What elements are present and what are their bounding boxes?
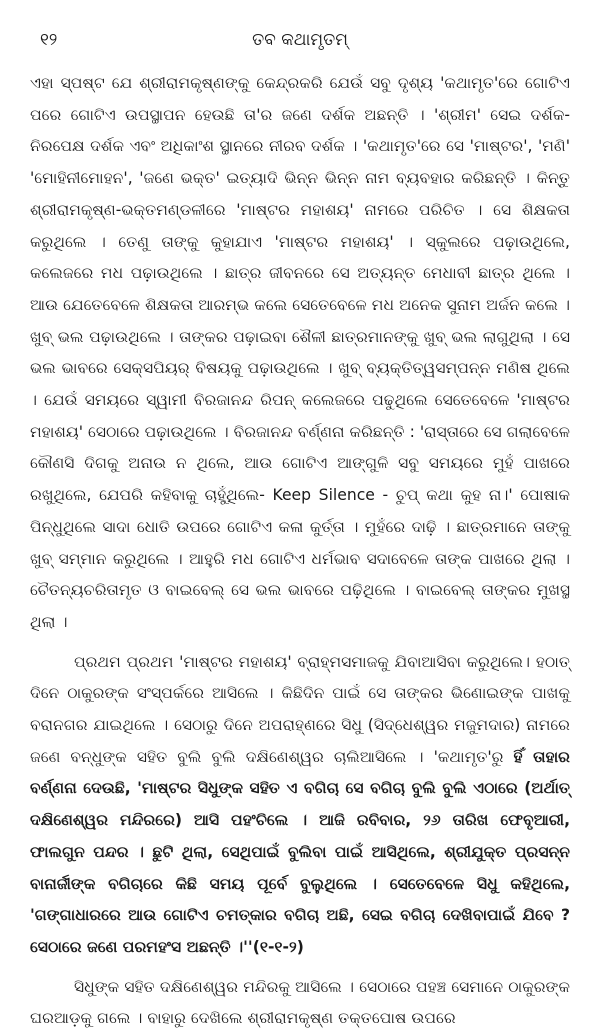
- page-header: [30, 22, 570, 56]
- paragraph-3: ସିଧୁଙ୍କ ସହିତ ଦକ୍ଷିଣେଶ୍ୱର ମନ୍ଦିରକୁ ଆସିଲେ । ସେଠାରେ ପହଞ୍ଚ ସେମାନେ ଠାକୁରଙ୍କ ଘରଆଡ଼କୁ ଗଲେ । ବାହାରୁ ଦେଖିଲେ ଶ୍ରୀରାମକୃଷ୍ଣ ତକ୍ତପୋଷ ଉପରେ: [30, 977, 570, 1028]
- paragraph-1: ଏହା ସ୍ପଷ୍ଟ ଯେ ଶ୍ରୀରାମକୃଷ୍ଣଙ୍କୁ କେନ୍ଦ୍ରକରି ଯେଉଁ ସବୁ ଦୃଶ୍ୟ 'କଥାମୃତ'ରେ ଗୋଟିଏ ପରେ ଗୋଟିଏ ଉପସ୍ଥାପନ ହେଉଛି ତା'ର ଜଣେ ଦର୍ଶକ ଅଛନ୍ତି । 'ଶ୍ରୀମ' ସେଇ ଦର୍ଶକ- ନିରପେକ୍ଷ ଦର୍ଶକ ଏବଂ ଅଧିକାଂଶ ସ୍ଥାନରେ ନୀରବ ଦର୍ଶକ । 'କଥାମୃତ'ରେ ସେ 'ମାଷ୍ଟର', 'ମଣି' 'ମୋହିନୀମୋହନ', 'ଜଣେ ଭକ୍ତ' ଇତ୍ୟାଦି ଭିନ୍ନ ଭିନ୍ନ ନାମ ବ୍ୟବହାର କରିଛନ୍ତି । କିନ୍ତୁ ଶ୍ରୀରାମକୃଷ୍ଣ-ଭକ୍ତମଣ୍ଡଳୀରେ 'ମାଷ୍ଟର ମହାଶୟ' ନାମରେ ପରିଚିତ । ସେ ଶିକ୍ଷକତା କରୁଥିଲେ । ତେଣୁ ତାଙ୍କୁ କୁହାଯାଏ 'ମାଷ୍ଟର ମହାଶୟ' । ସ୍କୁଲରେ ପଢ଼ାଉଥିଲେ, କଲେଜରେ ମଧ ପଢ଼ାଉଥିଲେ । ଛାତ୍ର ଜୀବନରେ ସେ ଅତ୍ୟନ୍ତ ମେଧାବୀ ଛାତ୍ର ଥିଲେ । ଆଉ ଯେତେବେଳେ ଶିକ୍ଷକତା ଆରମ୍ଭ କଲେ ସେତେବେଳେ ମଧ ଅନେକ ସୁନାମ ଅର୍ଜନ କଲେ । ଖୁବ୍ ଭଲ ପଢ଼ାଉଥିଲେ । ତାଙ୍କର ପଢ଼ାଇବା ଶୈଳୀ ଛାତ୍ରମାନଙ୍କୁ ଖୁବ୍ ଭଲ ଲାଗୁଥିଲା । ସେ ଭଲ ଭାବରେ ସେକ୍ସପିୟର୍ ବିଷୟକୁ ପଢ଼ାଉଥିଲେ । ଖୁବ୍ ବ୍ୟକ୍ତିତ୍ୱସମ୍ପନ୍ନ ମଣିଷ ଥିଲେ । ଯେଉଁ ସମୟରେ ସ୍ୱାମୀ ବିରଜାନନ୍ଦ ରିପନ୍ କଲେଜରେ ପଢୁଥିଲେ ସେତେବେଳେ 'ମାଷ୍ଟର ମହାଶୟ' ସେଠାରେ ପଢ଼ାଉଥିଲେ । ବିରଜାନନ୍ଦ ବର୍ଣ୍ଣନା କରିଛନ୍ତି : 'ରାସ୍ତାରେ ସେ ଗଲାବେଳେ କୌଣସି ଦିଗକୁ ଅନାଉ ନ ଥିଲେ, ଆଉ ଗୋଟିଏ ଆଙ୍ଗୁଳି ସବୁ ସମୟରେ ମୁହଁ ପାଖରେ ରଖୁଥିଲେ, ଯେପରି କହିବାକୁ ଚାହୁଁଥିଲେ- Keep Silence - ଚୁପ୍ କଥା କୁହ ନା।' ପୋଷାକ ପିନ୍ଧୁଥିଲେ ସାଦା ଧୋତି ଉପରେ ଗୋଟିଏ କଳା କୁର୍ତ୍ତା । ମୁହଁରେ ଦାଢ଼ି । ଛାତ୍ରମାନେ ତାଙ୍କୁ ଖୁବ୍ ସମ୍ମାନ କରୁଥିଲେ । ଆହୁରି ମଧ ଗୋଟିଏ ଧର୍ମଭାବ ସଦାବେଳେ ତାଙ୍କ ପାଖରେ ଥିଲା । ଚୈତନ୍ୟଚରିତାମୃତ ଓ ବାଇବେଲ୍ ସେ ଭଲ ଭାବରେ ପଢ଼ିଥିଲେ । ବାଇବେଲ୍ ତାଙ୍କର ମୁଖସ୍ଥ ଥିଲା ।: [30, 74, 570, 631]
- paragraph-2-quote: ହିଁ ତାହାର ବର୍ଣ୍ଣନା ଦେଉଛି, 'ମାଷ୍ଟର ସିଧୁଙ୍କ ସହିତ ଏ ବଗିଚା ସେ ବଗିଚା ବୁଲି ବୁଲି ଏଠାରେ (ଅର୍ଥାତ୍ ଦକ୍ଷିଣେଶ୍ୱର ମନ୍ଦିରରେ) ଆସି ପହଂଚିଲେ । ଆଜି ରବିବାର, ୨୬ ତାରିଖ ଫେବୃଆରୀ, ଫାଲଗୁନ ପନ୍ଦର । ଛୁଟି ଥିଲା, ସେଥିପାଇଁ ବୁଲିବା ପାଇଁ ଆସିଥିଲେ, ଶ୍ରୀଯୁକ୍ତ ପ୍ରସନ୍ନ ବାନାର୍ଜୀଙ୍କ ବଗିଚାରେ କିଛି ସମୟ ପୂର୍ବେ ବୁଲୁଥିଲେ । ସେତେବେଳେ ସିଧୁ କହିଥିଲେ, 'ଗଙ୍ଗାଧାରରେ ଆଉ ଗୋଟିଏ ଚମତ୍କାର ବଗିଚା ଅଛି, ସେଇ ବଗିଚା ଦେଖିବାପାଇଁ ଯିବେ ? ସେଠାରେ ଜଣେ ପରମହଂସ ଅଛନ୍ତି ।''(୧-୧-୨): [30, 747, 570, 956]
- page-number: ୧୨: [40, 30, 58, 50]
- paragraph-2-text: ପ୍ରଥମ ପ୍ରଥମ 'ମାଷ୍ଟର ମହାଶୟ' ବ୍ରାହ୍ମସମାଜକୁ ଯିବାଆସିବା କରୁଥିଲେ। ହଠାତ୍ ଦିନେ ଠାକୁରଙ୍କ ସଂସ୍ପର୍କରେ ଆସିଲେ । କିଛିଦିନ ପାଇଁ ସେ ତାଙ୍କର ଭିଣୋଇଙ୍କ ପାଖକୁ ବରାନଗର ଯାଇଥିଲେ । ସେଠାରୁ ଦିନେ ଅପରାହ୍ଣରେ ସିଧୁ (ସିଦ୍ଧେଶ୍ୱର ମଜୁମଦାର) ନାମରେ ଜଣେ ବନ୍ଧୁଙ୍କ ସହିତ ବୁଲି ବୁଲି ଦକ୍ଷିଣେଶ୍ୱର ଚାଲିଆସିଲେ । 'କଥାମୃତ'ରୁ: [30, 652, 570, 766]
- paragraph-2: [30, 647, 570, 964]
- body-text: [30, 68, 570, 1035]
- running-title: ତବ କଥାମୃତମ୍: [252, 30, 348, 50]
